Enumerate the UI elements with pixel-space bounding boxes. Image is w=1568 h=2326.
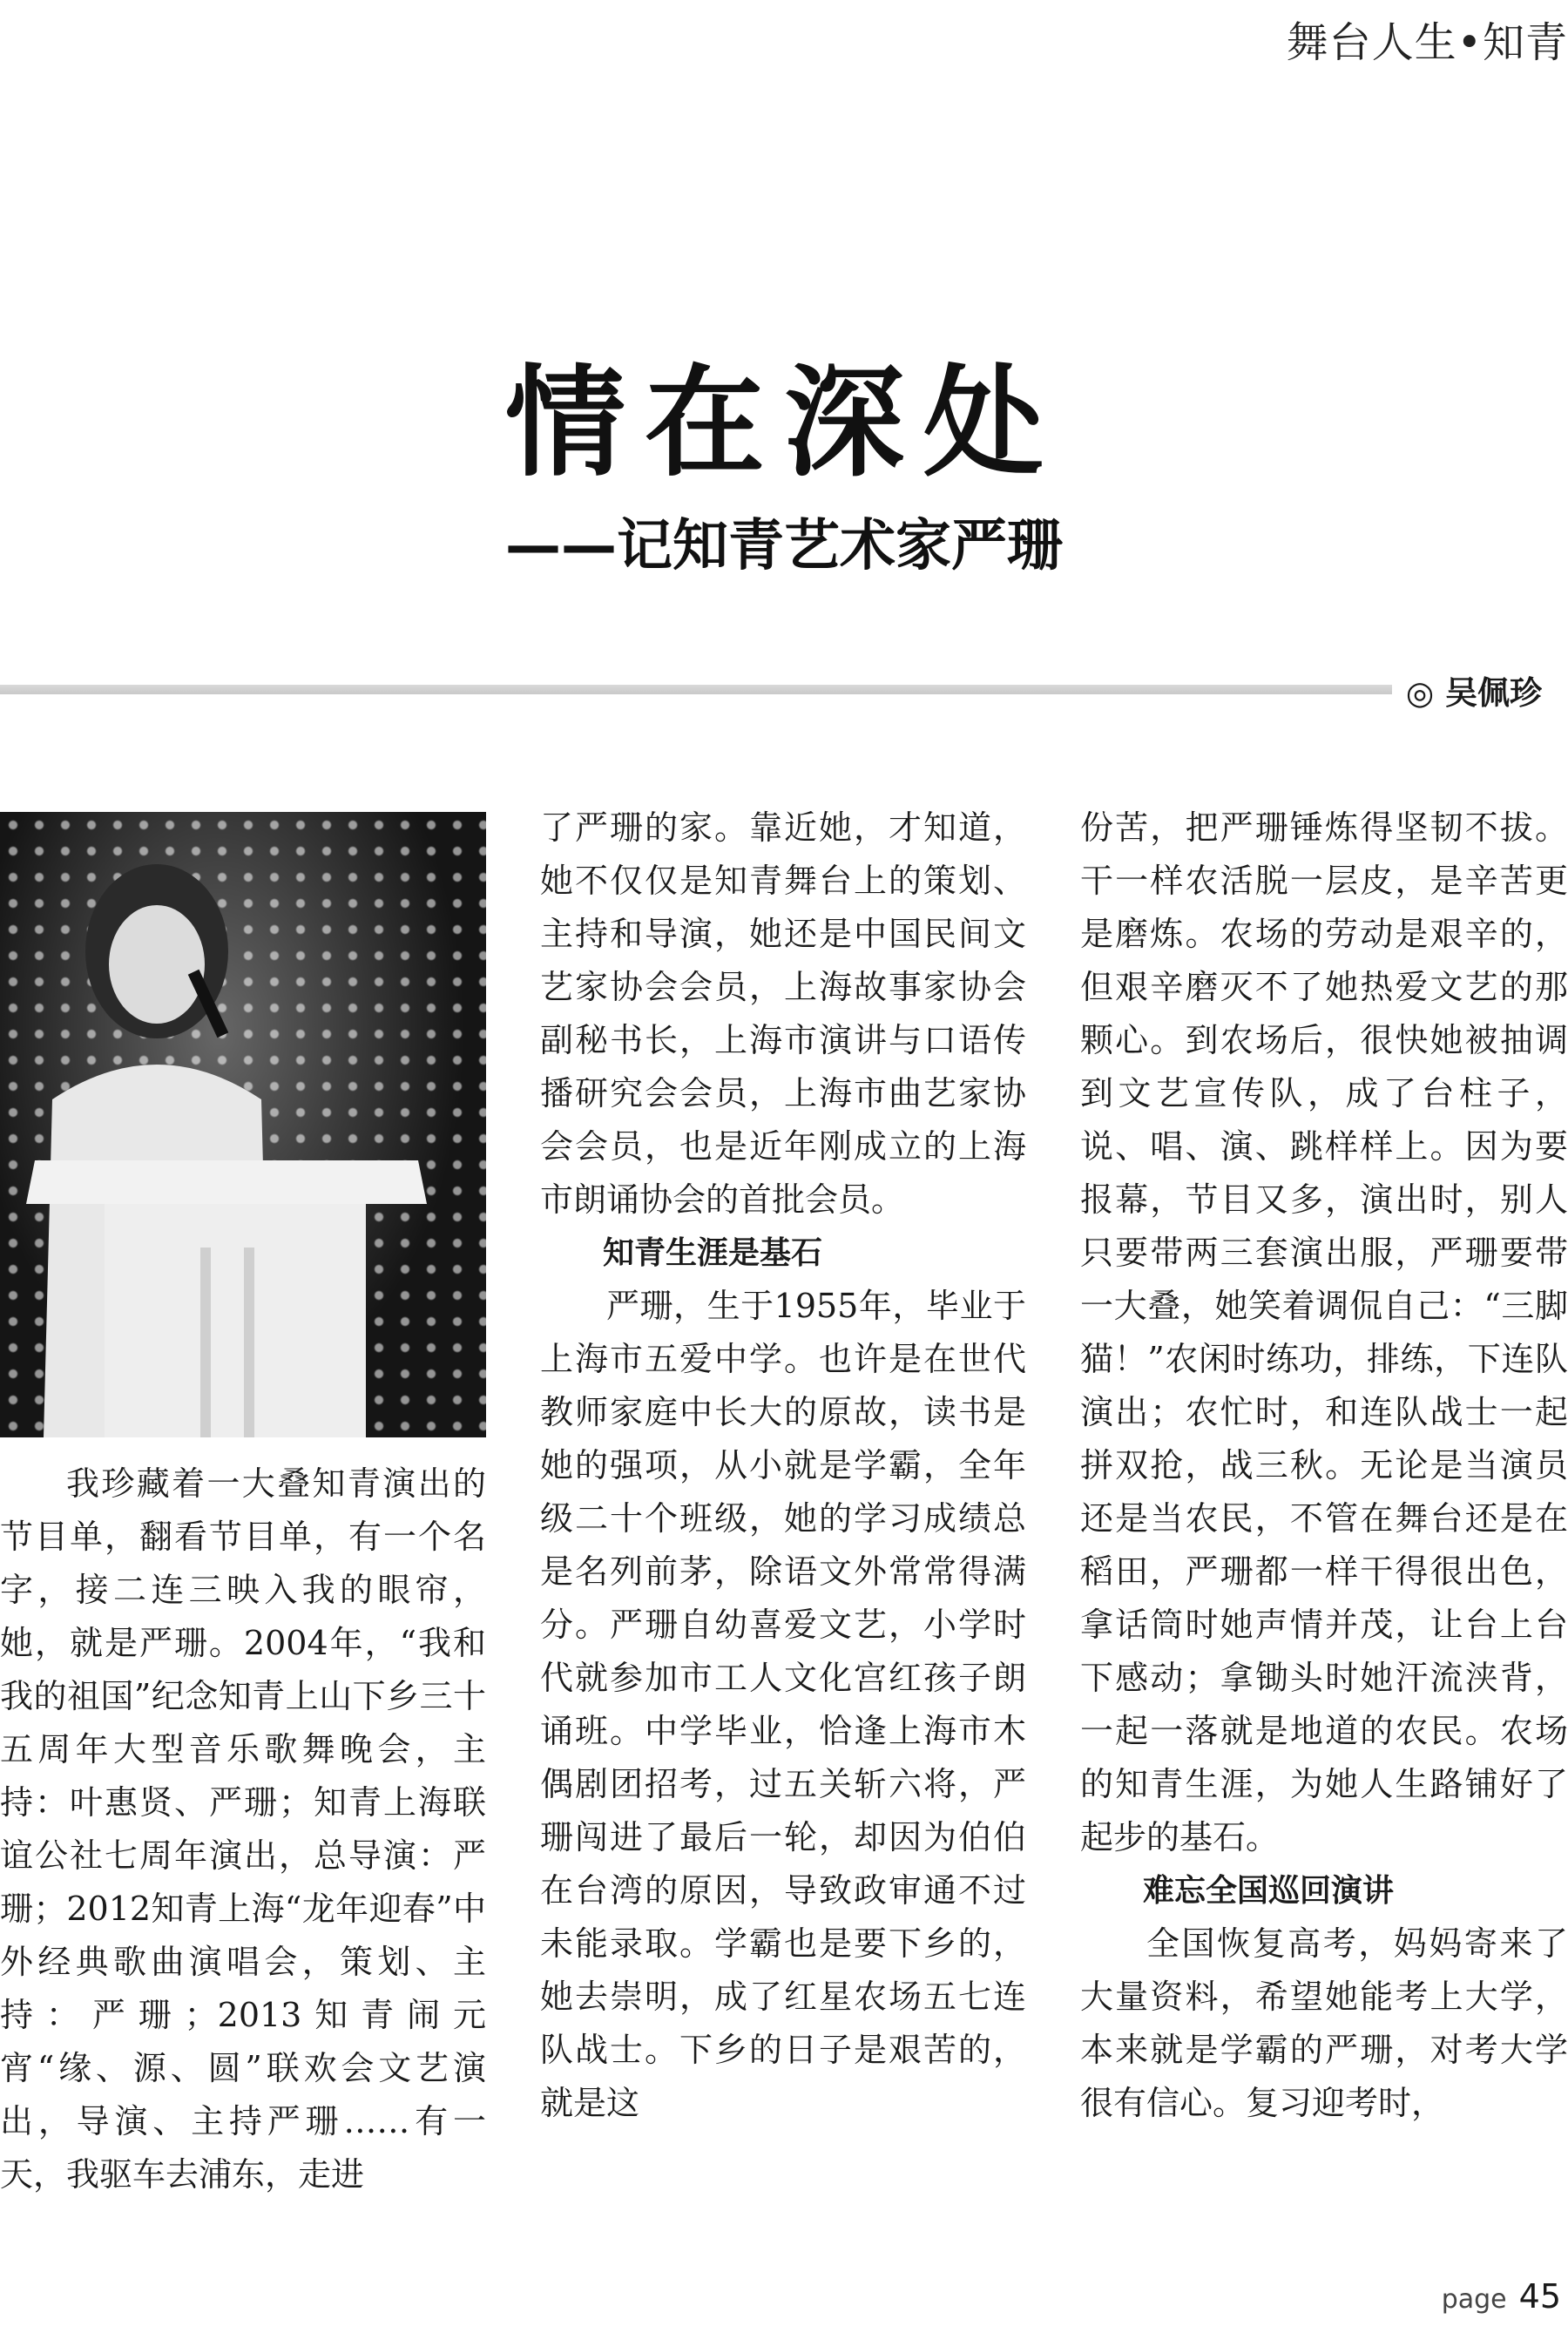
page-number	[1442, 2277, 1561, 2316]
author-byline: ◎ 吴佩珍	[1405, 674, 1542, 712]
column-3	[1080, 801, 1568, 2130]
section-header: 舞台人生•知青	[1286, 18, 1568, 67]
article-subtitle: ——记知青艺术家严珊	[505, 514, 1063, 578]
article-photo	[0, 812, 486, 1437]
page-number-value: 45	[1518, 2277, 1561, 2316]
column-2	[540, 801, 1026, 2130]
paragraph: 了严珊的家。靠近她，才知道，她不仅仅是知青舞台上的策划、主持和导演，她还是中国民间文艺家协会会员，上海故事家协会副秘书长，上海市演讲与口语传播研究会会员，上海市曲艺家协会会员，也是近年刚成立的上海市朗诵协会的首批会员。	[540, 808, 1026, 1219]
page-label: page	[1441, 2284, 1507, 2315]
paragraph: 份苦，把严珊锤炼得坚韧不拔。干一样农活脱一层皮，是辛苦更是磨炼。农场的劳动是艰辛的，但艰辛磨灭不了她热爱文艺的那颗心。到农场后，很快她被抽调到文艺宣传队，成了台柱子，说、唱、演、跳样样上。因为要报幕，节目又多，演出时，别人只要带两三套演出服，严珊要带一大叠，她笑着调侃自己：“三脚猫！”农闲时练功，排练，下连队演出；农忙时，和连队战士一起拼双抢，战三秋。无论是当演员还是当农民，不管在舞台还是在稻田，严珊都一样干得很出色，拿话筒时她声情并茂，让台上台下感动；拿锄头时她汗流浃背，一起一落就是地道的农民。农场的知青生涯，为她人生路铺好了起步的基石。	[1080, 808, 1568, 1856]
section-heading: 知青生涯是基石	[603, 1235, 823, 1271]
performer-illustration	[0, 812, 486, 1437]
byline-divider	[0, 685, 1392, 694]
column-1	[0, 1457, 486, 2201]
paragraph: 我珍藏着一大叠知青演出的节目单，翻看节目单，有一个名字，接二连三映入我的眼帘，她，就是严珊。2004年，“我和我的祖国”纪念知青上山下乡三十五周年大型音乐歌舞晚会，主持：叶惠贤、严珊；知青上海联谊公社七周年演出，总导演：严珊；2012知青上海“龙年迎春”中外经典歌曲演唱会，策划、主持：严珊；2013知青闹元宵“缘、源、圆”联欢会文艺演出，导演、主持严珊……有一天，我驱车去浦东，走进	[0, 1464, 486, 2194]
article-title: 情在深处	[504, 353, 1063, 493]
paragraph: 全国恢复高考，妈妈寄来了大量资料，希望她能考上大学，本来就是学霸的严珊，对考大学很有信心。复习迎考时，	[1080, 1924, 1568, 2122]
section-heading: 难忘全国巡回演讲	[1143, 1873, 1395, 1909]
paragraph: 严珊，生于1955年，毕业于上海市五爱中学。也许是在世代教师家庭中长大的原故，读书是她的强项，从小就是学霸，全年级二十个班级，她的学习成绩总是名列前茅，除语文外常常得满分。严珊自幼喜爱文艺，小学时代就参加市工人文化宫红孩子朗诵班。中学毕业，恰逢上海市木偶剧团招考，过五关斩六将，严珊闯进了最后一轮，却因为伯伯在台湾的原因，导致政审通不过未能录取。学霸也是要下乡的，她去崇明，成了红星农场五七连队战士。下乡的日子是艰苦的，就是这	[540, 1287, 1026, 2122]
